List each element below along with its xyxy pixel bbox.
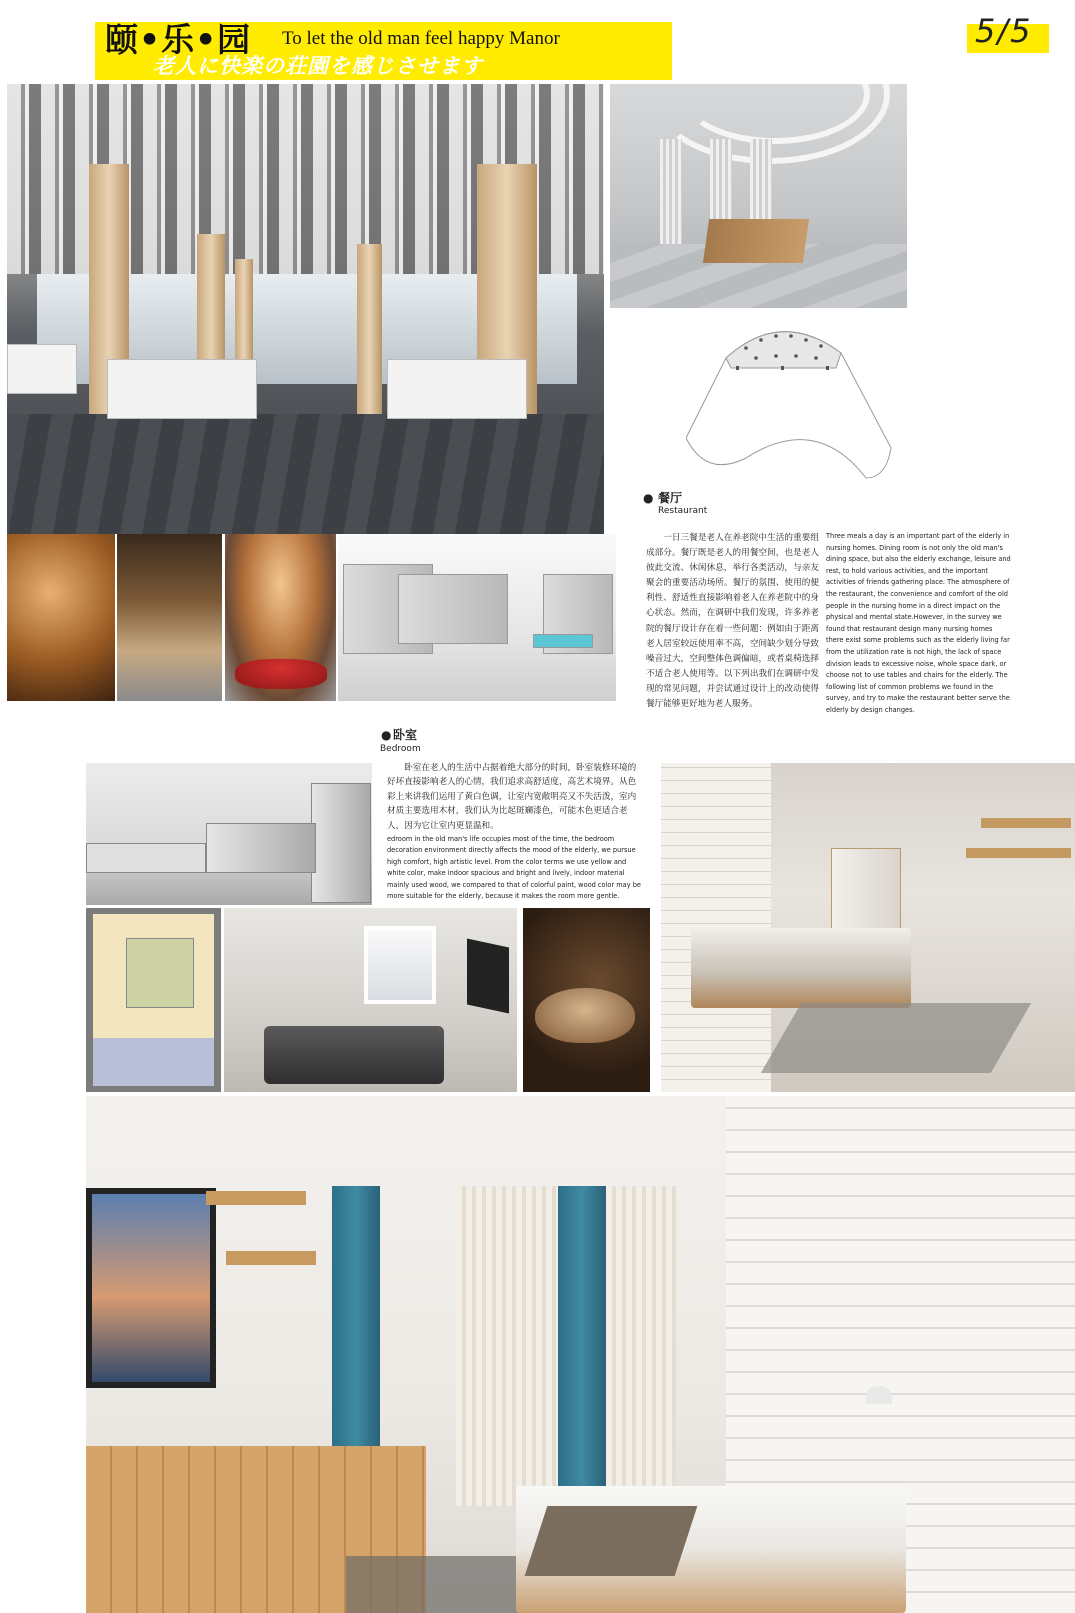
bedroom-bullet: ● [381, 728, 392, 742]
restaurant-heading-en: Restaurant [658, 506, 708, 516]
page-title-cn: 颐•乐•园 [105, 20, 252, 59]
restaurant-model-render [338, 534, 616, 701]
restaurant-bullet: ● [643, 491, 654, 505]
page-title-en: To let the old man feel happy Manor [282, 28, 560, 49]
building-model-render [86, 763, 372, 905]
wood-restaurant-photo-2 [117, 534, 222, 701]
grey-bedroom-render [224, 908, 517, 1092]
bedroom-description-cn: 卧室在老人的生活中占据着绝大部分的时间，卧室装修环境的好坏直接影响老人的心情，我们追求高舒适度，高艺术境界。从色彩上来讲我们运用了黄白色调，让室内宽敞明亮又不失活泼，室内材质主要选用木材，我们认为比起斑斓漆色，可能木色更适合老人，因为它让室内更显温和。 [387, 763, 637, 831]
page-title-jp: 老人に快楽の荘園を感じさせます [153, 54, 483, 78]
restaurant-plan-outline [686, 318, 896, 488]
bedroom-main-render [86, 1096, 1075, 1613]
wood-restaurant-photo-1 [7, 534, 115, 701]
restaurant-heading-cn: 餐厅 [658, 491, 683, 505]
bedroom-render-right [661, 763, 1075, 1092]
dining-hall-render [7, 84, 604, 534]
reception-render [610, 84, 907, 308]
wooden-sink-photo [523, 908, 650, 1092]
page-number: 5/5 [975, 12, 1033, 50]
restaurant-description-en: Three meals a day is an important part of the elderly in nursing homes. Dining room is not only the old man's dining space, but also the elderly exchange, leisure and rest, to hold various activities, and the important activities of friends gathering place. The atmosphere of the restaurant, the convenience and comfort of the old people in the nursing home in a direct impact on the physical and mental state.However, in the survey we found that restaurant design many nursing homes there exist some problems such as the elderly living far from the utilization rate is not high, the lack of space division leads to excessive noise, whole space dark, or choose not to use tables and chairs for the elderly. The following list of common problems we found in the survey, and try to make the restaurant better serve the elderly by design changes. [826, 532, 1011, 714]
bedroom-heading-cn: 卧室 [393, 728, 418, 742]
wood-restaurant-photo-3 [225, 534, 336, 701]
bedroom-heading-en: Bedroom [380, 744, 421, 754]
bedroom-floor-plan [86, 908, 221, 1092]
restaurant-description-cn: 一日三餐是老人在养老院中生活的重要组成部分。餐厅既是老人的用餐空间，也是老人彼此交流、休闲休息，举行各类活动，与亲友聚会的重要活动场所。餐厅的氛围、使用的便利性、舒适性直接影响着老人在养老院中的身心状态。然而，在调研中我们发现，许多养老院的餐厅设计存在着一些问题：例如由于距离老人居室较远使用率不高，空间缺少划分导致噪音过大，空间整体色调偏暗，或者桌椅选择不适合老人使用等。以下列出我们在调研中发现的常见问题，并尝试通过设计上的改动使得餐厅能够更好地为老人服务。 [646, 533, 819, 710]
bedroom-description-en: edroom in the old man's life occupies most of the time, the bedroom decoration environment directly affects the mood of the elderly, we pursue high comfort, high artistic level. From the color terms we use yellow and white color, make indoor spacious and bright and lively, indoor material mainly used wood, we compared to that of colorful paint, wood color may be more suitable for the elderly, because it makes the room more gentle. [387, 835, 641, 901]
